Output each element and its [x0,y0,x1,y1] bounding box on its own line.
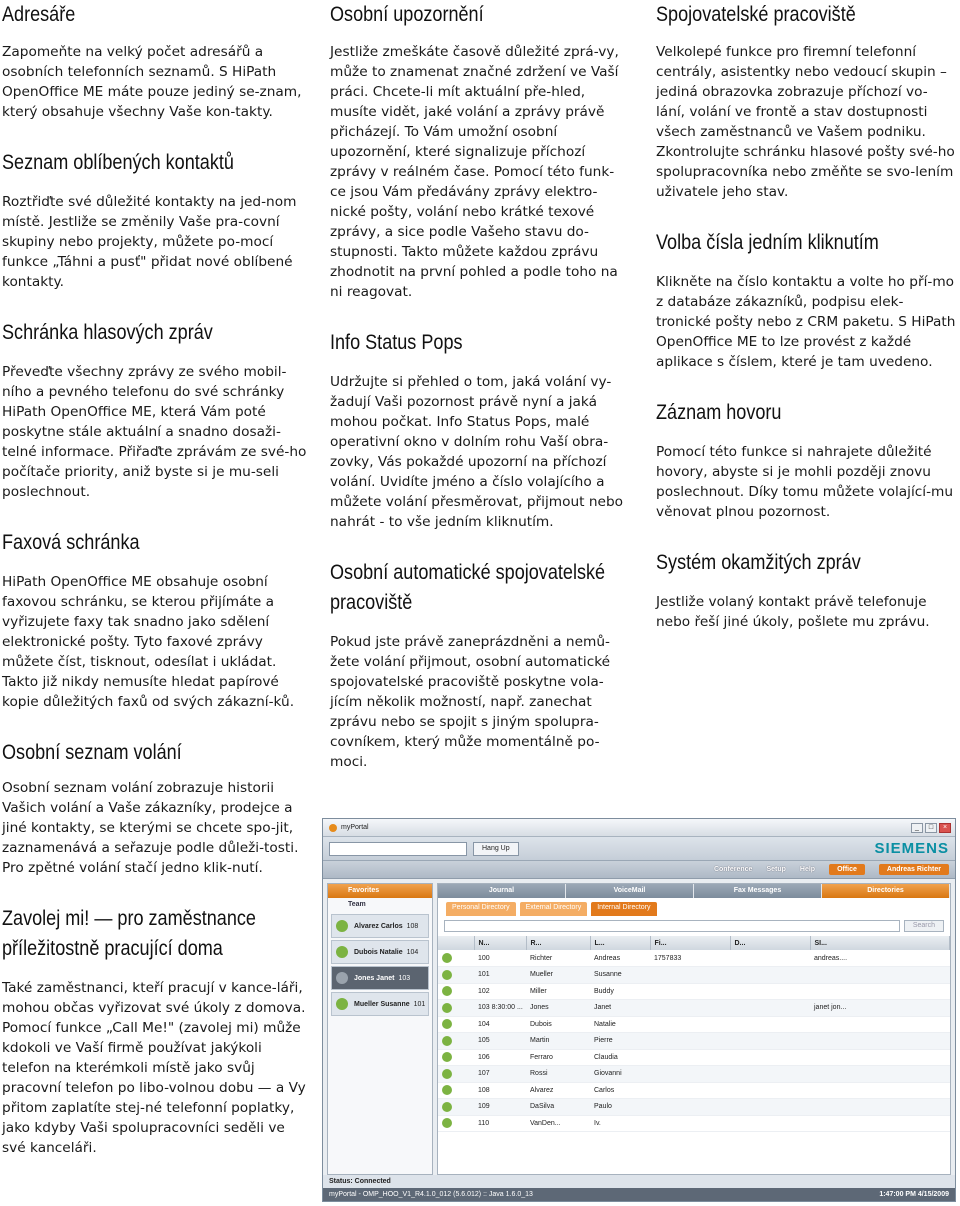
brand-logo: SIEMENS [874,840,949,857]
favorites-panel [327,883,433,1175]
phone-icon [336,972,348,984]
favorite-item[interactable]: Mueller Susanne 101 [331,992,429,1016]
menu-help[interactable]: Help [799,866,816,873]
menu-setup[interactable]: Setup [766,866,786,873]
heading-zavolej-mi-2: příležitostně pracující doma [2,937,223,960]
phone-icon [336,998,348,1010]
text-spojovatelske-pracoviste: Velkolepé funkce pro firemní telefonní centrály, asistentky nebo vedoucí skupin – jediná obrazovka zobrazuje příchozí vo-lání, volání ve frontě a stav dostupnosti všech zaměstnanců ve Vašem podniku. Zkontrolujte schránku hlasové pošty své-ho spolupracovníka nebo změňte se svo-lením uživatele jeho stav. [656,44,955,200]
column-left [2,0,307,782]
table-row[interactable]: 105 Martin Pierre [438,1033,950,1050]
team-group[interactable]: Team [348,901,366,908]
favorite-item[interactable]: Jones Janet 103 [331,966,429,990]
search-button[interactable]: Search [904,920,944,932]
heading-oblibene: Seznam oblíbených kontaktů [2,151,234,174]
tab-fax-messages[interactable]: Fax Messages [694,884,822,898]
column-right [656,0,956,632]
table-header: N... R... L... Fi... D... SI... [438,936,950,950]
directory-panel [437,883,951,1175]
version-info: myPortal - OMP_HOO_V1_R4.1.0_012 (5.6.012) :: Java 1.6.0_13 [329,1191,533,1198]
status-icon [442,1019,452,1029]
text-okamzite-zpravy: Jestliže volaný kontakt právě telefonuje nebo řeší jiné úkoly, pošlete mu zprávu. [656,594,930,630]
heading-osobni-upozorneni: Osobní upozornění [330,3,484,26]
text-seznam-volani: Osobní seznam volání zobrazuje historii Vašich volání a Vaše zákazníky, prodejce a jiné kontakty, se kterými se chcete spo-jit, zaznamenává a seřazuje podle důleži-tosti. Pro zpětné volání stačí jedno klik-nutí. [2,780,299,876]
hang-up-button[interactable]: Hang Up [473,842,519,856]
close-icon[interactable]: × [939,823,951,833]
status-icon [442,1036,452,1046]
table-row[interactable]: 100 Richter Andreas 1757833 andreas.... [438,950,950,967]
status-icon [442,953,452,963]
text-osobni-upozorneni: Jestliže zmeškáte časově důležité zprá-vy, může to znamenat značné zdržení ve Vaší práci. Chcete-li mít aktuální pře-hled, musíte vidět, jaké volání a zprávy právě přicházejí. To Vám umožní osobní upozornění, které signalizuje příchozí zprávy v reálném čase. Pomocí této funk-ce jsou Vám předávány zprávy elektro-nické pošty, volání nebo krátké texové zprávy, a sice podle Vašeho stavu do-stupnosti. Takto můžete každou zprávu zhodnotit na první pohled a podle toho na ni reagovat. [330,44,619,300]
text-zaznam-hovoru: Pomocí této funkce si nahrajete důležité hovory, abyste si je mohli později znovu poslechnout. Díky tomu můžete volající-mu věnovat plnou pozornost. [656,444,954,520]
heading-seznam-volani: Osobní seznam volání [2,741,182,764]
status-bar: Status: Connected [323,1175,955,1188]
table-row[interactable]: 103 8:30:00 ... Jones Janet janet jon... [438,1000,950,1017]
tab-personal-directory[interactable]: Personal Directory [446,902,516,916]
status-icon [442,1118,452,1128]
app-logo-icon [329,824,337,832]
table-row[interactable]: 108 Alvarez Carlos [438,1082,950,1099]
table-row[interactable]: 102 Miller Buddy [438,983,950,1000]
heading-zavolej-mi-1: Zavolej mi! — pro zaměstnance [2,907,256,930]
menu-conference[interactable]: Conference [713,866,753,873]
column-left-bottom [2,778,307,1158]
status-icon [442,970,452,980]
text-info-status: Udržujte si přehled o tom, jaká volání vy-žadují Vaši pozornost právě nyní a jaká mohou počkat. Info Status Pops, malé operativní okno v dolním rohu Vaší obra-zovky, Vás pokaždé upozorní na příchozí volání. Uvidíte jméno a číslo volajícího a můžete volání přesměrovat, přijmout nebo nahrát - to vše jedním kliknutím. [330,374,624,530]
minimize-icon[interactable]: _ [911,823,923,833]
column-middle [330,0,630,772]
status-icon [442,1085,452,1095]
text-fax: HiPath OpenOffice ME obsahuje osobní faxovou schránku, se kterou přijímáte a vyřizujete faxy tak snadno jako sdělení elektronické pošty. Tyto faxové zprávy můžete číst, tisknout, odesílat i ukládat. Takto již nikdy nemusíte hledat papírové kopie důležitých faxů od svých zákazní-ků. [2,574,295,710]
directory-table [438,936,950,1132]
clock: 1:47:00 PM 4/15/2009 [879,1191,949,1198]
search-input[interactable] [444,920,900,932]
text-oblibene: Roztřiďte své důležité kontakty na jed-nom místě. Jestliže se změnily Vaše pra-covní skupiny nebo projekty, můžete po-mocí funkce „Táhni a pusť" přidat nové oblíbené kontakty. [2,194,297,290]
heading-spojovatelske-1: Osobní automatické spojovatelské [330,561,606,584]
search-row [438,916,950,936]
dial-input[interactable] [329,842,467,856]
tab-internal-directory[interactable]: Internal Directory [591,902,656,916]
phone-icon [336,920,348,932]
heading-spojovatelske-2: pracoviště [330,591,413,614]
main-tabs [438,884,950,898]
heading-zaznam-hovoru: Záznam hovoru [656,401,782,424]
call-toolbar [323,837,955,861]
table-row[interactable]: 106 Ferraro Claudia [438,1049,950,1066]
table-row[interactable]: 101 Mueller Susanne [438,967,950,984]
tab-directories[interactable]: Directories [822,884,950,898]
text-hlasove: Převeďte všechny zprávy ze svého mobil-ního a pevného telefonu do své schránky HiPath OpenOffice ME, která Vám poté poskytne stále aktuální a snadno dosaži-telné informace. Přiřaďte zprávám ze své-ho počítače priority, aniž byste si je mu-seli poslechnout. [2,364,307,500]
heading-hlasove: Schránka hlasových zpráv [2,321,213,344]
tab-voicemail[interactable]: VoiceMail [566,884,694,898]
menu-bar [323,861,955,879]
favorite-item[interactable]: Alvarez Carlos 108 [331,914,429,938]
text-spojovatelske: Pokud jste právě zaneprázdněni a nemů-žete volání přijmout, osobní automatické spojovatelské pracoviště poskytne vola-jícím několik možností, např. zanechat zprávu nebo se spojit s jiným spolupra-covníkem, který může momentálně po-moci. [330,634,611,770]
window-controls [911,823,955,833]
text-zavolej-mi: Také zaměstnanci, kteří pracují v kance-láři, mohou občas vyřizovat své úkoly z domova. Pomocí funkce „Call Me!" (zavolej mi) může kdokoli ve Vaší firmě používat jakýkoli telefon na kterémkoli místě jako svůj pracovní telefon po libo-volnou dobu — a Vy přitom zaplatíte stej-né telefonní poplatky, jako kdyby Vaši spolupracovníci seděli ve své kanceláři. [2,980,306,1156]
myportal-window [322,818,956,1202]
phone-icon [336,946,348,958]
status-icon [442,1052,452,1062]
window-titlebar [323,819,955,837]
table-row[interactable]: 109 DaSilva Paulo [438,1099,950,1116]
heading-okamzite-zpravy: Systém okamžitých zpráv [656,551,861,574]
status-icon [442,1102,452,1112]
table-row[interactable]: 104 Dubois Natalie [438,1016,950,1033]
favorite-item[interactable]: Dubois Natalie 104 [331,940,429,964]
tab-journal[interactable]: Journal [438,884,566,898]
heading-fax: Faxová schránka [2,531,140,554]
footer-bar [323,1188,955,1201]
table-row[interactable]: 110 VanDen... Iv. [438,1115,950,1132]
status-icon [442,1069,452,1079]
heading-spojovatelske-pracoviste: Spojovatelské pracoviště [656,3,856,26]
text-volba-cisla: Klikněte na číslo kontaktu a volte ho pří-mo z databáze zákazníků, podpisu elek-tronické pošty nebo z CRM paketu. S HiPath OpenOffice ME to lze provést z každé aplikace s číslem, které je tam uvedeno. [656,274,956,370]
status-icon [442,986,452,996]
maximize-icon[interactable]: □ [925,823,937,833]
heading-info-status: Info Status Pops [330,331,463,354]
user-name[interactable]: Andreas Richter [879,864,949,875]
heading-adresare: Adresáře [2,3,76,26]
text-adresare: Zapomeňte na velký počet adresářů a osobních telefonních seznamů. S HiPath OpenOffice ME máte pouze jediný se-znam, který obsahuje všechny Vaše kon-takty. [2,44,302,120]
directory-tabs [438,902,950,916]
presence-office[interactable]: Office [829,864,865,875]
tab-external-directory[interactable]: External Directory [520,902,588,916]
window-title: myPortal [341,824,369,831]
table-row[interactable]: 107 Rossi Giovanni [438,1066,950,1083]
status-icon [442,1003,452,1013]
favorites-header[interactable]: Favorites [328,884,432,898]
heading-volba-cisla: Volba čísla jedním kliknutím [656,231,879,254]
